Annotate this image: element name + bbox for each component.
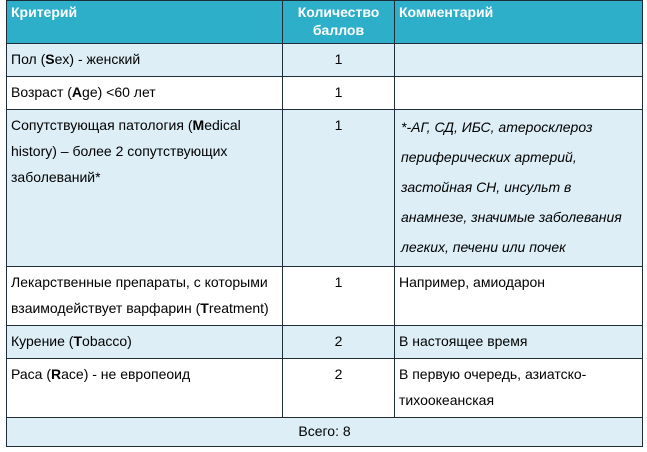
criterion-letter: T xyxy=(200,300,209,316)
criterion-cell xyxy=(7,267,283,326)
points-cell: 1 xyxy=(283,77,395,110)
criterion-text: edical history) – более 2 сопутствующих заболеваний* xyxy=(11,117,241,185)
criterion-cell xyxy=(7,326,283,359)
criterion-letter: S xyxy=(45,51,55,67)
points-cell: 1 xyxy=(283,110,395,267)
comment-cell xyxy=(395,77,643,110)
scoring-table xyxy=(6,0,643,447)
criterion-cell xyxy=(7,110,283,267)
criterion-text: Курение ( xyxy=(11,333,74,349)
criterion-cell xyxy=(7,77,283,110)
criterion-letter: M xyxy=(192,117,205,133)
header-points: Количество баллов xyxy=(283,1,395,44)
comment-cell: *-АГ, СД, ИБС, атеросклероз периферических артерий, застойная СН, инсульт в анамнезе, значимые заболевания легких, печени или почек xyxy=(395,110,643,267)
criterion-text: Раса ( xyxy=(11,366,51,382)
table-row-medical-history xyxy=(7,110,643,267)
criterion-text: Пол ( xyxy=(11,51,46,67)
header-comment: Комментарий xyxy=(395,1,643,44)
criterion-text: reatment) xyxy=(208,300,269,316)
criterion-text: ace) - не европеоид xyxy=(61,366,191,382)
points-cell: 1 xyxy=(283,44,395,77)
criterion-letter: T xyxy=(73,333,83,349)
points-cell: 1 xyxy=(283,267,395,326)
table-row-tobacco xyxy=(7,326,643,359)
header-row xyxy=(7,1,643,44)
criterion-cell xyxy=(7,359,283,418)
criterion-text: ge) <60 лет xyxy=(82,84,156,100)
criterion-letter: A xyxy=(71,84,83,100)
criterion-text: ex) - женский xyxy=(54,51,141,67)
comment-cell: В настоящее время xyxy=(395,326,643,359)
points-cell: 2 xyxy=(283,326,395,359)
total-row xyxy=(7,418,643,447)
criterion-text: Лекарственные препараты, с которыми взаимодействует варфарин ( xyxy=(11,274,268,316)
criterion-letter: R xyxy=(51,366,62,382)
total-cell: Всего: 8 xyxy=(7,418,643,447)
table-row-race xyxy=(7,359,643,418)
criterion-text: Возраст ( xyxy=(11,84,72,100)
comment-cell xyxy=(395,44,643,77)
comment-cell: В первую очередь, азиатско-тихоокеанская xyxy=(395,359,643,418)
criterion-text: Сопутствующая патология ( xyxy=(11,117,193,133)
header-criterion: Критерий xyxy=(7,1,283,44)
criterion-text: obacco) xyxy=(82,333,132,349)
comment-cell: Например, амиодарон xyxy=(395,267,643,326)
criterion-cell xyxy=(7,44,283,77)
table-row-sex xyxy=(7,44,643,77)
points-cell: 2 xyxy=(283,359,395,418)
table-row-age xyxy=(7,77,643,110)
table-row-treatment xyxy=(7,267,643,326)
